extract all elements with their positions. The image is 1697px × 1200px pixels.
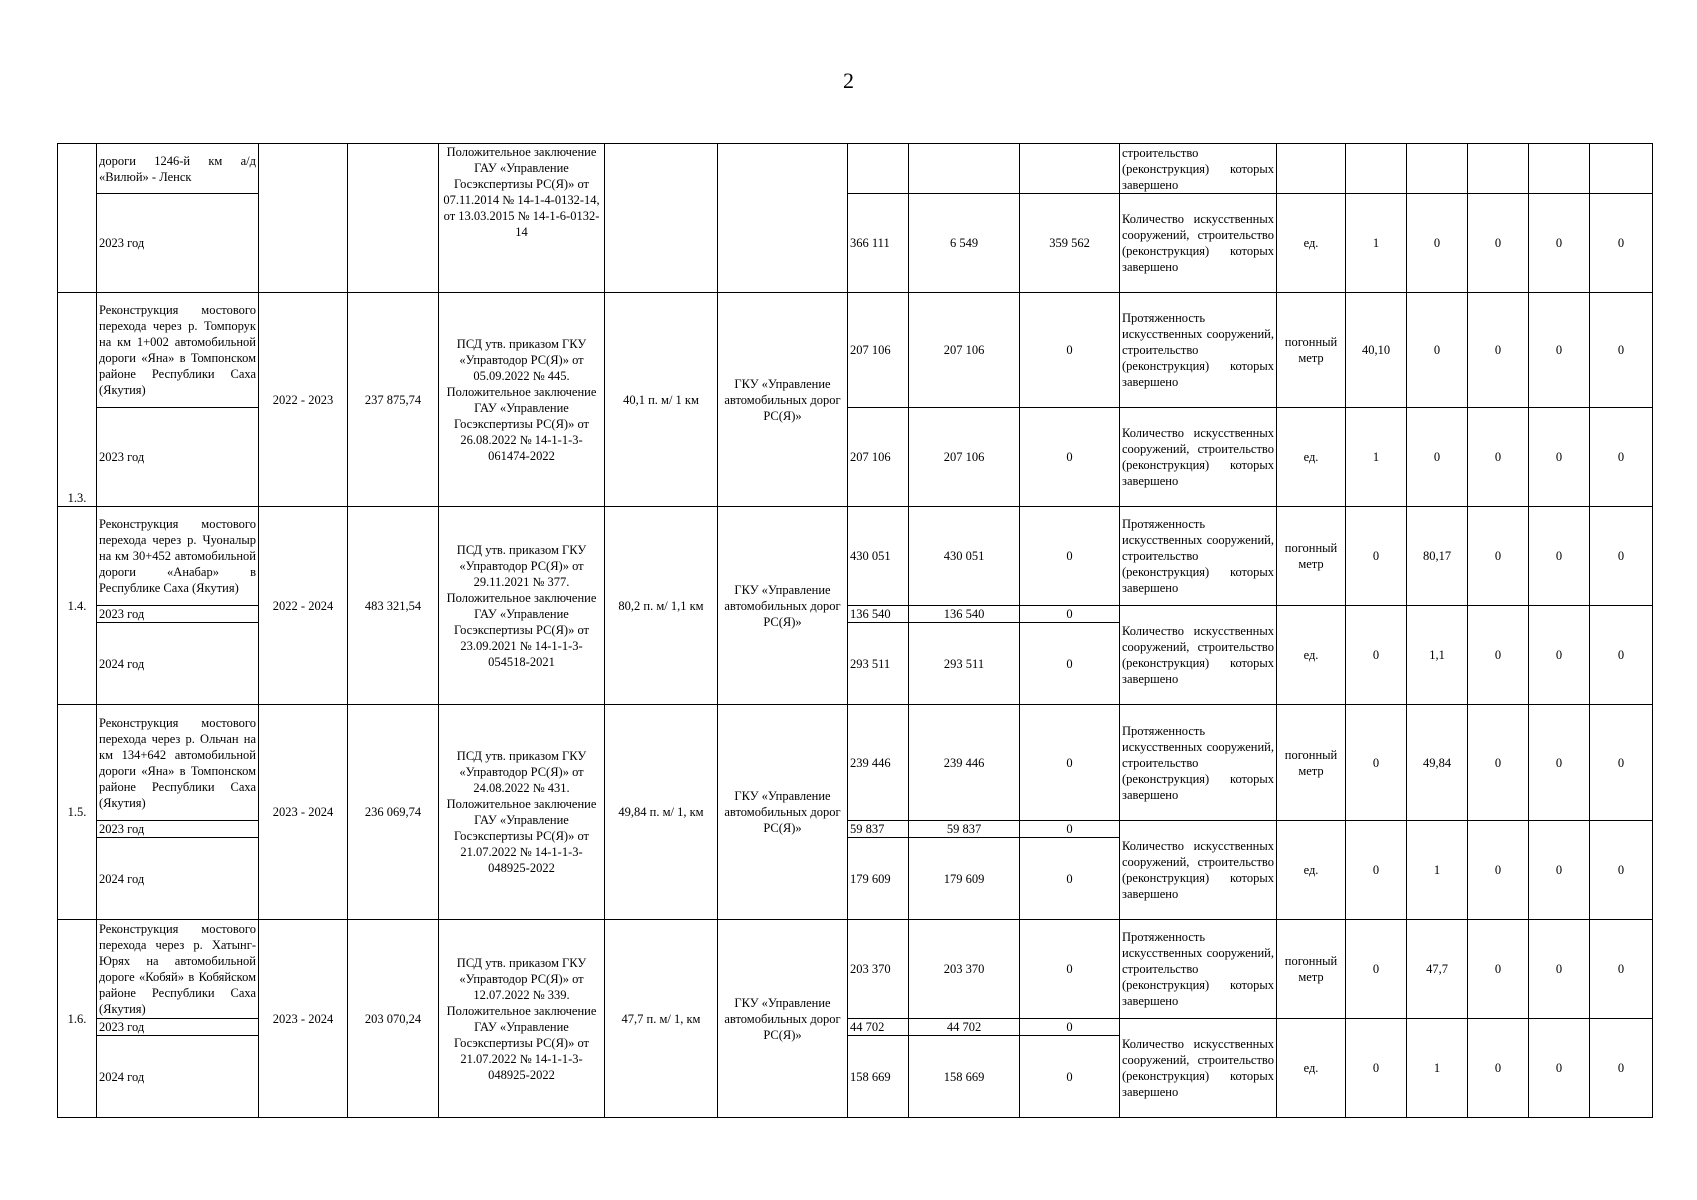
cont-fed-cell — [909, 144, 1020, 194]
total-cell: 203 370 — [848, 920, 909, 1019]
fed-cell: 59 837 — [909, 821, 1020, 838]
fed-cell: 158 669 — [909, 1036, 1020, 1118]
value-cell: 0 — [1529, 408, 1590, 507]
value-cell — [1346, 144, 1407, 194]
value-cell: 0 — [1468, 293, 1529, 408]
customer-cell: ГКУ «Управление автомобильных дорог РС(Я)» — [718, 507, 848, 705]
program-table — [57, 143, 1653, 1118]
table-row — [58, 144, 1653, 194]
value-cell: 1 — [1407, 821, 1468, 920]
cont-no-cell — [58, 144, 97, 293]
value-cell: 0 — [1529, 194, 1590, 293]
fed-cell: 207 106 — [909, 408, 1020, 507]
year-label-cell: 2023 год — [97, 1019, 259, 1036]
fed-cell: 203 370 — [909, 920, 1020, 1019]
total-cell: 179 609 — [848, 838, 909, 920]
indicator-cell: Протяженность искусственных сооружений, строительство (реконструкция) которых завершено — [1120, 507, 1277, 606]
total-cell: 293 511 — [848, 623, 909, 705]
value-cell: 0 — [1468, 705, 1529, 821]
value-cell: 0 — [1590, 606, 1653, 705]
value-cell: 1 — [1407, 1019, 1468, 1118]
total-cell: 207 106 — [848, 293, 909, 408]
reg-cell: 0 — [1020, 1019, 1120, 1036]
reg-cell: 0 — [1020, 821, 1120, 838]
object-name-cell: Реконструкция мостового перехода через р. Хатынг-Юрях на автомобильной дороге «Кобяй» в Кобяйском районе Республики Саха (Якутия) — [97, 920, 259, 1019]
total-cell: 366 111 — [848, 194, 909, 293]
unit-cell: погонный метр — [1277, 293, 1346, 408]
reg-cell: 0 — [1020, 293, 1120, 408]
cost-cell: 236 069,74 — [348, 705, 439, 920]
value-cell: 0 — [1590, 1019, 1653, 1118]
value-cell: 0 — [1346, 507, 1407, 606]
value-cell: 40,10 — [1346, 293, 1407, 408]
value-cell: 0 — [1590, 507, 1653, 606]
indicator-cell: Количество искусственных сооружений, строительство (реконструкция) которых завершено — [1120, 821, 1277, 920]
period-cell: 2023 - 2024 — [259, 920, 348, 1118]
customer-cell: ГКУ «Управление автомобильных дорог РС(Я)» — [718, 920, 848, 1118]
value-cell: 0 — [1468, 408, 1529, 507]
value-cell: 0 — [1529, 920, 1590, 1019]
indicator-cell: Протяженность искусственных сооружений, строительство (реконструкция) которых завершено — [1120, 293, 1277, 408]
total-cell: 59 837 — [848, 821, 909, 838]
document-cell: ПСД утв. приказом ГКУ «Управтодор РС(Я)» от 12.07.2022 № 339. Положительное заключение ГАУ «Управление Госэкспертизы РС(Я)» от 21.07.2022 № 14-1-1-3-048925-2022 — [439, 920, 605, 1118]
value-cell: 0 — [1590, 821, 1653, 920]
indicator-cell: Количество искусственных сооружений, строительство (реконструкция) которых завершено — [1120, 408, 1277, 507]
year-label-cell: 2023 год — [97, 821, 259, 838]
row-number-cell: 1.5. — [58, 705, 97, 920]
value-cell — [1468, 144, 1529, 194]
capacity-cell: 49,84 п. м/ 1, км — [605, 705, 718, 920]
document-cell: ПСД утв. приказом ГКУ «Управтодор РС(Я)» от 29.11.2021 № 377. Положительное заключение ГАУ «Управление Госэкспертизы РС(Я)» от 23.09.2021 № 14-1-1-3-054518-2021 — [439, 507, 605, 705]
total-cell: 136 540 — [848, 606, 909, 623]
document-cell: ПСД утв. приказом ГКУ «Управтодор РС(Я)» от 24.08.2022 № 431. Положительное заключение ГАУ «Управление Госэкспертизы РС(Я)» от 21.07.2022 № 14-1-1-3-048925-2022 — [439, 705, 605, 920]
cost-cell: 483 321,54 — [348, 507, 439, 705]
value-cell: 1 — [1346, 194, 1407, 293]
cost-cell: 237 875,74 — [348, 293, 439, 507]
value-cell: 0 — [1590, 920, 1653, 1019]
row-number-cell: 1.4. — [58, 507, 97, 705]
reg-cell: 0 — [1020, 507, 1120, 606]
value-cell: 0 — [1529, 507, 1590, 606]
reg-cell: 0 — [1020, 623, 1120, 705]
unit-cell: ед. — [1277, 606, 1346, 705]
cont-reg-cell — [1020, 144, 1120, 194]
cont-capacity-cell — [605, 144, 718, 293]
value-cell: 0 — [1468, 821, 1529, 920]
period-cell: 2022 - 2024 — [259, 507, 348, 705]
indicator-cell: Количество искусственных сооружений, строительство (реконструкция) которых завершено — [1120, 606, 1277, 705]
table-row — [58, 920, 1653, 1019]
value-cell: 1 — [1346, 408, 1407, 507]
year-label-cell: 2024 год — [97, 838, 259, 920]
value-cell: 0 — [1468, 194, 1529, 293]
object-name-cell: Реконструкция мостового перехода через р. Чуоналыр на км 30+452 автомобильной дороги «Анабар» в Республике Саха (Якутия) — [97, 507, 259, 606]
value-cell: 0 — [1529, 606, 1590, 705]
fed-cell: 239 446 — [909, 705, 1020, 821]
cont-name-cell: дороги 1246-й км а/д «Вилюй» - Ленск — [97, 144, 259, 194]
unit-cell: погонный метр — [1277, 507, 1346, 606]
cont-doc-cell: Положительное заключение ГАУ «Управление Госэкспертизы РС(Я)» от 07.11.2014 № 14-1-4-0132-14, от 13.03.2015 № 14-1-6-0132-14 — [439, 144, 605, 293]
value-cell: 0 — [1346, 606, 1407, 705]
fed-cell: 179 609 — [909, 838, 1020, 920]
fed-cell: 6 549 — [909, 194, 1020, 293]
fed-cell: 430 051 — [909, 507, 1020, 606]
indicator-cell: Количество искусственных сооружений, строительство (реконструкция) которых завершено — [1120, 194, 1277, 293]
value-cell: 0 — [1346, 821, 1407, 920]
value-cell: 0 — [1407, 408, 1468, 507]
fed-cell: 44 702 — [909, 1019, 1020, 1036]
fed-cell: 293 511 — [909, 623, 1020, 705]
fed-cell: 207 106 — [909, 293, 1020, 408]
page-number: 2 — [843, 68, 854, 93]
unit-cell: погонный метр — [1277, 920, 1346, 1019]
indicator-cell: Протяженность искусственных сооружений, строительство (реконструкция) которых завершено — [1120, 705, 1277, 821]
customer-cell: ГКУ «Управление автомобильных дорог РС(Я)» — [718, 705, 848, 920]
capacity-cell: 40,1 п. м/ 1 км — [605, 293, 718, 507]
value-cell: 80,17 — [1407, 507, 1468, 606]
fed-cell: 136 540 — [909, 606, 1020, 623]
total-cell: 430 051 — [848, 507, 909, 606]
object-name-cell: Реконструкция мостового перехода через р. Ольчан на км 134+642 автомобильной дороги «Яна» в Томпонском районе Республики Саха (Якутия) — [97, 705, 259, 821]
document-cell: ПСД утв. приказом ГКУ «Управтодор РС(Я)» от 05.09.2022 № 445. Положительное заключение ГАУ «Управление Госэкспертизы РС(Я)» от 26.08.2022 № 14-1-1-3-061474-2022 — [439, 293, 605, 507]
row-number-cell: 1.6. — [58, 920, 97, 1118]
total-cell: 239 446 — [848, 705, 909, 821]
value-cell: 0 — [1346, 1019, 1407, 1118]
cont-customer-cell — [718, 144, 848, 293]
total-cell: 158 669 — [848, 1036, 909, 1118]
period-cell: 2023 - 2024 — [259, 705, 348, 920]
capacity-cell: 47,7 п. м/ 1, км — [605, 920, 718, 1118]
table-row — [58, 705, 1653, 821]
value-cell: 0 — [1407, 194, 1468, 293]
cost-cell: 203 070,24 — [348, 920, 439, 1118]
value-cell: 0 — [1529, 1019, 1590, 1118]
year-label-cell: 2023 год — [97, 194, 259, 293]
table-row — [58, 293, 1653, 408]
unit-cell: погонный метр — [1277, 705, 1346, 821]
reg-cell: 0 — [1020, 408, 1120, 507]
value-cell: 0 — [1529, 705, 1590, 821]
unit-cell: ед. — [1277, 821, 1346, 920]
value-cell: 0 — [1590, 408, 1653, 507]
reg-cell: 0 — [1020, 838, 1120, 920]
value-cell: 49,84 — [1407, 705, 1468, 821]
value-cell: 0 — [1590, 194, 1653, 293]
value-cell: 1,1 — [1407, 606, 1468, 705]
value-cell: 0 — [1529, 293, 1590, 408]
year-label-cell: 2024 год — [97, 1036, 259, 1118]
row-number-cell: 1.3. — [58, 293, 97, 507]
cont-total-cell — [848, 144, 909, 194]
value-cell: 0 — [1407, 293, 1468, 408]
value-cell: 0 — [1529, 821, 1590, 920]
unit-cell: ед. — [1277, 1019, 1346, 1118]
value-cell: 0 — [1346, 920, 1407, 1019]
value-cell: 0 — [1590, 293, 1653, 408]
indicator-cell: Количество искусственных сооружений, строительство (реконструкция) которых завершено — [1120, 1019, 1277, 1118]
object-name-cell: Реконструкция мостового перехода через р. Томпорук на км 1+002 автомобильной дороги «Яна» в Томпонском районе Республики Саха (Якутия) — [97, 293, 259, 408]
value-cell: 0 — [1468, 1019, 1529, 1118]
cont-period-cell — [259, 144, 348, 293]
customer-cell: ГКУ «Управление автомобильных дорог РС(Я)» — [718, 293, 848, 507]
value-cell: 0 — [1468, 606, 1529, 705]
unit-cell: ед. — [1277, 194, 1346, 293]
year-label-cell: 2024 год — [97, 623, 259, 705]
total-cell: 207 106 — [848, 408, 909, 507]
reg-cell: 359 562 — [1020, 194, 1120, 293]
value-cell: 0 — [1346, 705, 1407, 821]
value-cell — [1590, 144, 1653, 194]
value-cell: 47,7 — [1407, 920, 1468, 1019]
reg-cell: 0 — [1020, 920, 1120, 1019]
indicator-cell: Протяженность искусственных сооружений, строительство (реконструкция) которых завершено — [1120, 920, 1277, 1019]
value-cell: 0 — [1468, 920, 1529, 1019]
unit-cell: ед. — [1277, 408, 1346, 507]
capacity-cell: 80,2 п. м/ 1,1 км — [605, 507, 718, 705]
period-cell: 2022 - 2023 — [259, 293, 348, 507]
value-cell — [1529, 144, 1590, 194]
reg-cell: 0 — [1020, 1036, 1120, 1118]
reg-cell: 0 — [1020, 705, 1120, 821]
value-cell: 0 — [1468, 507, 1529, 606]
unit-cell — [1277, 144, 1346, 194]
cont-cost-cell — [348, 144, 439, 293]
year-label-cell: 2023 год — [97, 408, 259, 507]
indicator-cell: строительство (реконструкция) которых завершено — [1120, 144, 1277, 194]
value-cell: 0 — [1590, 705, 1653, 821]
year-label-cell: 2023 год — [97, 606, 259, 623]
reg-cell: 0 — [1020, 606, 1120, 623]
value-cell — [1407, 144, 1468, 194]
total-cell: 44 702 — [848, 1019, 909, 1036]
table-row — [58, 507, 1653, 606]
